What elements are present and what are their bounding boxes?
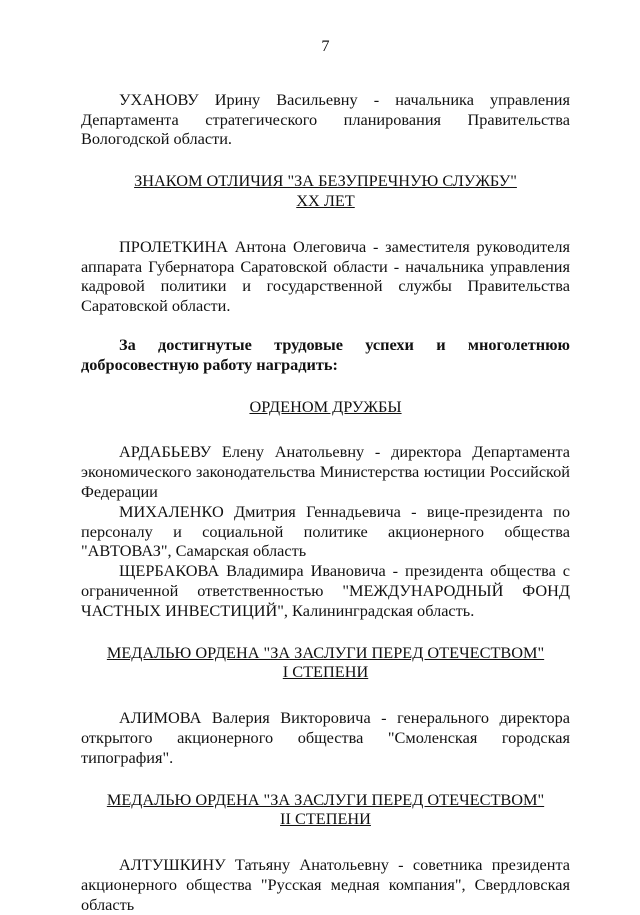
award-heading-line: ОРДЕНОМ ДРУЖБЫ xyxy=(249,396,402,416)
award-heading-line: МЕДАЛЬЮ ОРДЕНА "ЗА ЗАСЛУГИ ПЕРЕД ОТЕЧЕСТВОМ" xyxy=(106,642,545,662)
award-entry-proletkin: ПРОЛЕТКИНА Антона Олеговича - заместителя руководителя аппарата Губернатора Саратовской области - начальника управления кадровой политики и государственной службы Правительства Саратовской области. xyxy=(81,236,570,316)
award-entry-altushkina: АЛТУШКИНУ Татьяну Анатольевну - советника президента акционерного общества "Русская медная компания", Свердловская область xyxy=(81,855,570,914)
award-heading-line: ЗНАКОМ ОТЛИЧИЯ "ЗА БЕЗУПРЕЧНУЮ СЛУЖБУ" xyxy=(134,171,517,191)
award-heading-medal-merit-1 xyxy=(81,643,570,683)
award-entry-mikhalenko: МИХАЛЕНКО Дмитрия Геннадьевича - вице-президента по персоналу и социальной политике акционерного общества "АВТОВАЗ", Самарская область xyxy=(81,501,570,561)
award-heading-line: I СТЕПЕНИ xyxy=(282,662,369,682)
award-heading-line: XX ЛЕТ xyxy=(296,190,355,210)
award-heading-service-20 xyxy=(81,171,570,211)
award-entry-ardabyeva: АРДАБЬЕВУ Елену Анатольевну - директора Департамента экономического законодательства Министерства юстиции Российской Федерации xyxy=(81,442,570,501)
award-heading-order-of-friendship xyxy=(81,397,570,417)
award-decree-intro: За достигнутые трудовые успехи и многолетнюю добросовестную работу наградить: xyxy=(81,334,570,374)
award-heading-medal-merit-2 xyxy=(81,790,570,830)
page-number: 7 xyxy=(321,36,330,55)
award-heading-line: II СТЕПЕНИ xyxy=(280,809,371,829)
award-entry-alimov: АЛИМОВА Валерия Викторовича - генерального директора открытого акционерного общества "Смоленская городская типография". xyxy=(81,708,570,767)
award-heading-line: МЕДАЛЬЮ ОРДЕНА "ЗА ЗАСЛУГИ ПЕРЕД ОТЕЧЕСТВОМ" xyxy=(106,789,545,809)
award-entry-ukhanova: УХАНОВУ Ирину Васильевну - начальника управления Департамента стратегического планирования Правительства Вологодской области. xyxy=(81,89,570,149)
award-entry-shcherbakov: ЩЕРБАКОВА Владимира Ивановича - президента общества с ограниченной ответственностью "МЕЖДУНАРОДНЫЙ ФОНД ЧАСТНЫХ ИНВЕСТИЦИЙ", Калининградская область. xyxy=(81,561,570,620)
